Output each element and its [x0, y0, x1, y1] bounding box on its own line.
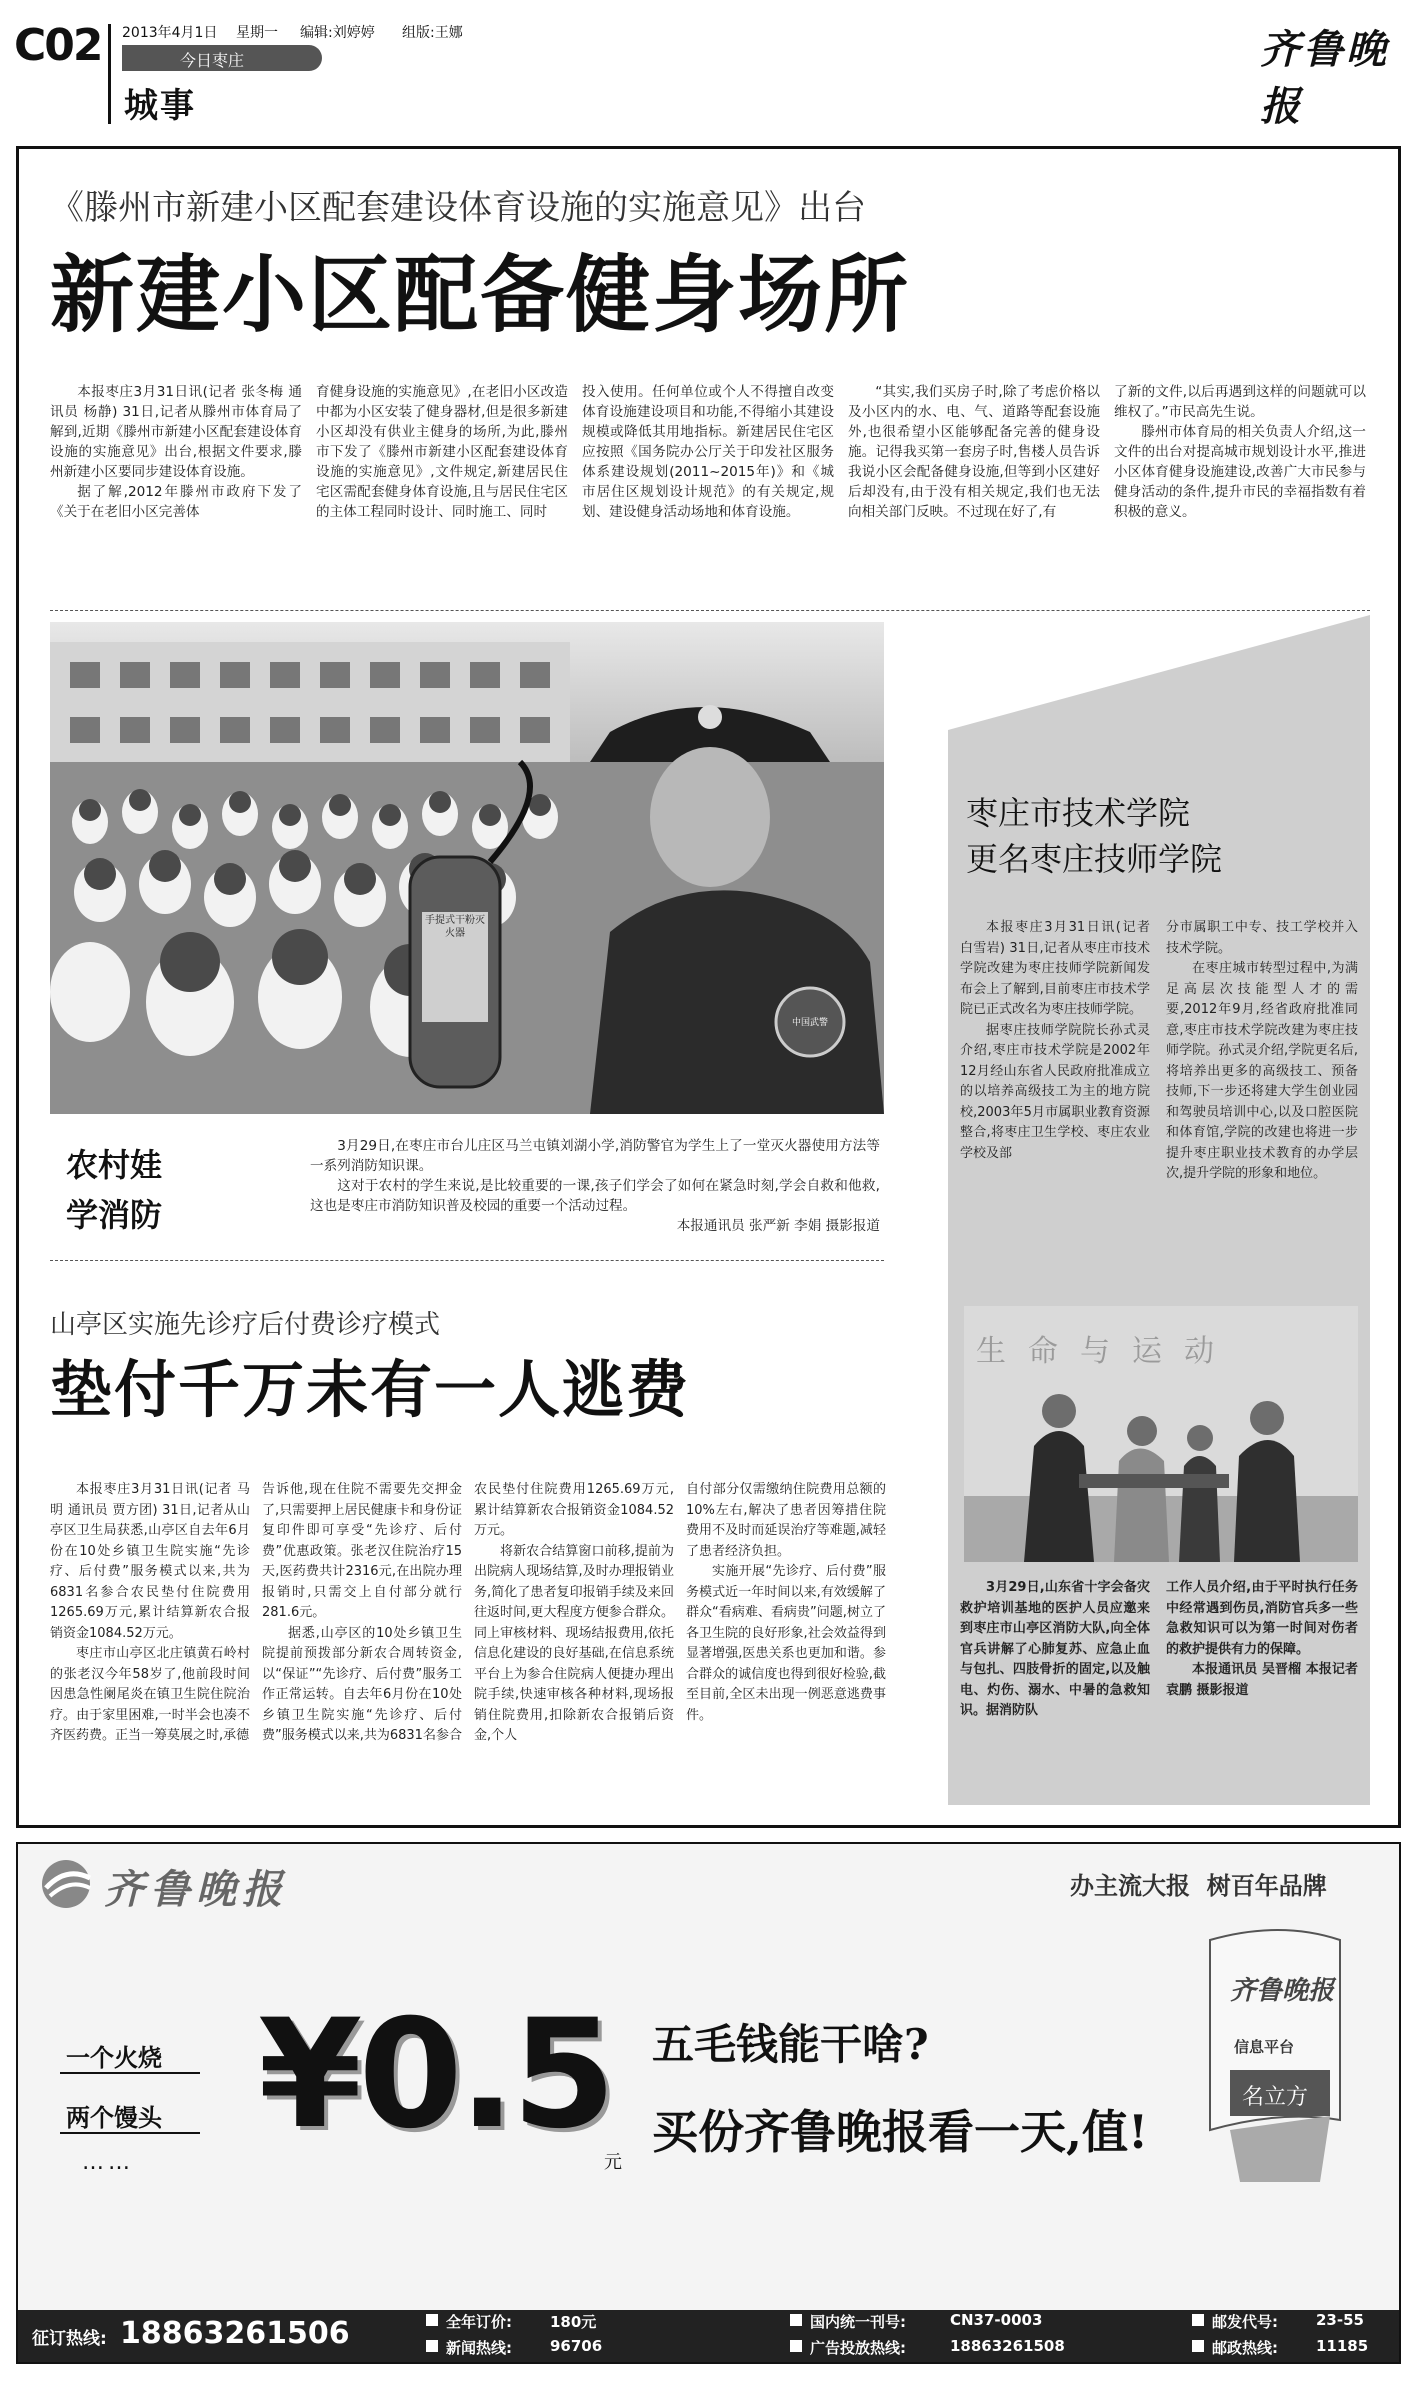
footer-square-6 — [1192, 2340, 1204, 2352]
second-column-3: 农民垫付住院费用1265.69万元,累计结算新农合报销资金1084.52万元。 将新农合结算窗口前移,提前为出院病人现场结算,及时办理报销业务,简化了患者复印报销手续及来回往返时间,更大程度方便参合群众。同上审核材料、现场结报费用,依托信息化建设的良好基础,在信息系统平台上为参合住院病人便捷办理出院手续,快速审核各种材料,现场报销住院费用,扣除新农合报销后资金,个人 — [474, 1482, 674, 1743]
footer-square-5 — [1192, 2314, 1204, 2326]
footer-price-value: 180元 — [550, 2313, 597, 2331]
section-name: 城事 — [124, 86, 196, 126]
footer-news-label: 新闻热线: — [446, 2339, 512, 2357]
lead-headline: 新建小区配备健身场所 — [50, 246, 911, 344]
photo-story-caption: 3月29日,在枣庄市台儿庄区马兰屯镇刘湖小学,消防警官为学生上了一堂灭火器使用方法等一系列消防知识课。 这对于农村的学生来说,是比较重要的一课,孩子们学会了如何在紧急时刻,学会自救和他救,这也是枣庄市消防知识普及校园的重要一个活动过程。 本报通讯员 张严新 李娟 摄影报道 — [310, 1138, 880, 1234]
second-headline: 垫付千万未有一人逃费 — [50, 1353, 691, 1426]
photo-story-title: 农村娃 学消防 — [66, 1146, 163, 1234]
brand-logo-icon — [36, 1856, 98, 1912]
footer-price-label: 全年订价: — [446, 2313, 512, 2331]
footer-mail-value: 11185 — [1316, 2337, 1369, 2355]
ad-item-1: 一个火烧 — [66, 2044, 162, 2072]
lead-dashed-divider — [50, 610, 1370, 611]
page-code-divider — [108, 24, 111, 124]
ad-item-1-underline — [60, 2072, 200, 2074]
ad-item-2-underline — [60, 2132, 200, 2134]
ad-paper-masthead: 齐鲁晚报 — [1230, 1976, 1335, 2006]
photo-story-dashed-divider — [50, 1260, 884, 1261]
police-badge-text: 中国武警 — [791, 1018, 828, 1028]
first-aid-caption-left: 3月29日,山东省十字会备灾救护培训基地的医护人员应邀来到枣庄市山亭区消防大队,向全体官兵讲解了心肺复苏、应急止血与包扎、四肢骨折的固定,以及触电、灼伤、溺水、中暑的急救知识。据消防队 — [960, 1580, 1150, 1718]
footer-square-1 — [426, 2314, 438, 2326]
paper-name-logo: 齐鲁晚报 — [1260, 26, 1389, 130]
ad-paper-graphic — [1190, 1920, 1360, 2190]
footer-ad-label: 广告投放热线: — [810, 2339, 906, 2357]
lead-column-5: 了新的文件,以后再遇到这样的问题就可以维权了。”市民高先生说。 滕州市体育局的相关负责人介绍,这一文件的出台对提高城市规划设计水平,推进小区体育健身设施建设,改善广大市民参与健身活动的条件,提升市民的幸福指数有着积极的意义。 — [1114, 384, 1366, 520]
footer-postal-value: 23-55 — [1316, 2311, 1364, 2329]
second-column-2: 告诉他,现在住院不需要先交押金了,只需要押上居民健康卡和身份证复印件即可享受“先诊疗、后付费”优惠政策。张老汉住院治疗15天,医药费共计2316元,在出院办理报销时,只需交上自付部分就行281.6元。 据悉,山亭区的10处乡镇卫生院提前预拨部分新农合周转资金,以“保证”“先诊疗、后付费”服务工作正常运转。自去年6月份在10处乡镇卫生院实施“先诊疗、后付费”服务模式以来,共为6831名参合 — [262, 1482, 462, 1743]
lead-column-3: 投入使用。任何单位或个人不得擅自改变体育设施建设项目和功能,不得缩小其建设规模或降低其用地指标。新建居民住宅区应按照《国务院办公厅关于印发社区服务体系建设规划(2011~2015年)》和《城市居住区规划设计规范》的有关规定,规划、建设健身活动场地和体育设施。 — [582, 384, 834, 520]
footer-postal-label: 邮发代号: — [1212, 2313, 1278, 2331]
editor-credit: 编辑:刘婷婷 — [300, 25, 375, 41]
second-kicker: 山亭区实施先诊疗后付费诊疗模式 — [50, 1310, 441, 1340]
lead-column-2: 育健身设施的实施意见》,在老旧小区改造中都为小区安装了健身器材,但是很多新建小区却没有供业主健身的场所,为此,滕州市下发了《滕州市新建小区配套建设体育设施的实施意见》,文件规定,新建居民住宅区需配套健身体育设施,且与居民住宅区的主体工程同时设计、同时施工、同时 — [316, 384, 568, 520]
ad-price: ¥0.5 — [258, 1988, 613, 2162]
ad-dots: …… — [82, 2150, 134, 2175]
lead-kicker: 《滕州市新建小区配套建设体育设施的实施意见》出台 — [50, 188, 866, 228]
college-column-2: 分市属职工中专、技工学校并入技术学院。 在枣庄城市转型过程中,为满足高层次技能型人才的需要,2012年9月,经省政府批准同意,枣庄市技术学院改建为枣庄技师学院。孙式灵介绍,学院更名后,将培养出更多的高级技工、预备技师,下一步还将建大学生创业园和驾驶员培训中心,以及口腔医院和体育馆,学院的改建也将进一步提升枣庄职业技术教育的办学层次,提升学院的形象和地位。 — [1166, 920, 1358, 1181]
footer-square-3 — [790, 2314, 802, 2326]
footer-square-2 — [426, 2340, 438, 2352]
footer-issn-label: 国内统一刊号: — [810, 2313, 906, 2331]
footer-ad-value: 18863261508 — [950, 2337, 1065, 2355]
ad-paper-tag: 名立方 — [1242, 2085, 1309, 2110]
extinguisher-label: 手提式干粉灭火器 — [425, 915, 485, 939]
first-aid-caption-right: 工作人员介绍,由于平时执行任务中经常遇到伤员,消防官兵多一些急救知识可以为第一时间对伤者的救护提供有力的保障。 本报通讯员 吴晋榴 本报记者 袁鹏 摄影报道 — [1166, 1580, 1358, 1698]
page-code: C02 — [14, 20, 102, 71]
ad-slogan: 办主流大报 树百年品牌 — [1070, 1872, 1327, 1900]
footer-mail-label: 邮政热线: — [1212, 2339, 1278, 2357]
issue-date: 2013年4月1日 — [122, 25, 218, 41]
section-tag-label: 今日枣庄 — [180, 51, 245, 70]
ad-paper-subtitle: 信息平台 — [1234, 2038, 1295, 2056]
ad-question: 五毛钱能干啥? — [652, 2020, 929, 2069]
footer-news-value: 96706 — [550, 2337, 603, 2355]
fire-safety-photo — [50, 622, 884, 1114]
layout-credit: 组版:王娜 — [402, 25, 463, 41]
issue-weekday: 星期一 — [236, 25, 278, 41]
fire-safety-photo-graphic — [50, 622, 884, 1114]
hotline-number: 18863261506 — [120, 2316, 350, 2351]
ad-price-unit: 元 — [604, 2152, 622, 2173]
college-column-1: 本报枣庄3月31日讯(记者 白雪岩) 31日,记者从枣庄市技术学院改建为枣庄技师学院新闻发布会上了解到,目前枣庄市技术学院已正式改名为枣庄技师学院。 据枣庄技师学院院长孙式灵介绍,枣庄市技术学院是2002年12月经山东省人民政府批准成立的以培养高级技工为主的地方院校,2003年5月市属职业教育资源整合,将枣庄卫生学校、枣庄农业学校及部 — [960, 920, 1150, 1161]
second-column-1: 本报枣庄3月31日讯(记者 马明 通讯员 贾方团) 31日,记者从山亭区卫生局获悉,山亭区自去年6月份在10处乡镇卫生院实施“先诊疗、后付费”服务模式以来,共为6831名参合农民垫付住院费用1265.69万元,累计结算新农合报销资金1084.52万元。 枣庄市山亭区北庄镇黄石岭村的张老汉今年58岁了,他前段时间因患急性阑尾炎在镇卫生院住院治疗。由于家里困难,一时半会也凑不齐医药费。正当一筹莫展之时,承德 — [50, 1482, 250, 1743]
second-column-4: 自付部分仅需缴纳住院费用总额的10%左右,解决了患者因筹措住院费用不及时而延误治疗等难题,减轻了患者经济负担。 实施开展“先诊疗、后付费”服务模式近一年时间以来,有效缓解了群众“看病难、看病贵”问题,树立了各卫生院的良好形象,社会效益得到显著增强,医患关系也更加和谐。参合群众的诚信度也得到很好检验,截至目前,全区未出现一例恶意逃费事件。 — [686, 1482, 886, 1723]
college-title: 枣庄市技术学院 更名枣庄技师学院 — [966, 794, 1223, 878]
footer-square-4 — [790, 2340, 802, 2352]
hotline-label: 征订热线: — [32, 2329, 107, 2349]
ad-answer: 买份齐鲁晚报看一天,值! — [652, 2105, 1149, 2159]
lead-column-1: 本报枣庄3月31日讯(记者 张冬梅 通讯员 杨静) 31日,记者从滕州市体育局了解到,近期《滕州市新建小区配套建设体育设施的实施意见》出台,根据文件要求,滕州新建小区要同步建设体育设施。 据了解,2012年滕州市政府下发了《关于在老旧小区完善体 — [50, 384, 302, 520]
ad-item-2: 两个馒头 — [66, 2104, 162, 2132]
lead-column-4: “其实,我们买房子时,除了考虑价格以及小区内的水、电、气、道路等配套设施外,也很希望小区能够配备完善的健身设施。记得我买第一套房子时,售楼人员告诉我说小区会配备健身设施,但等到小区建好后却没有,由于没有相关规定,我们也无法向相关部门反映。不过现在好了,有 — [848, 384, 1100, 520]
ad-brand-name: 齐鲁晚报 — [104, 1866, 288, 1913]
footer-issn-value: CN37-0003 — [950, 2311, 1043, 2329]
first-aid-photo — [964, 1306, 1358, 1562]
first-aid-wall-banner: 生命与运动 — [976, 1334, 1236, 1369]
